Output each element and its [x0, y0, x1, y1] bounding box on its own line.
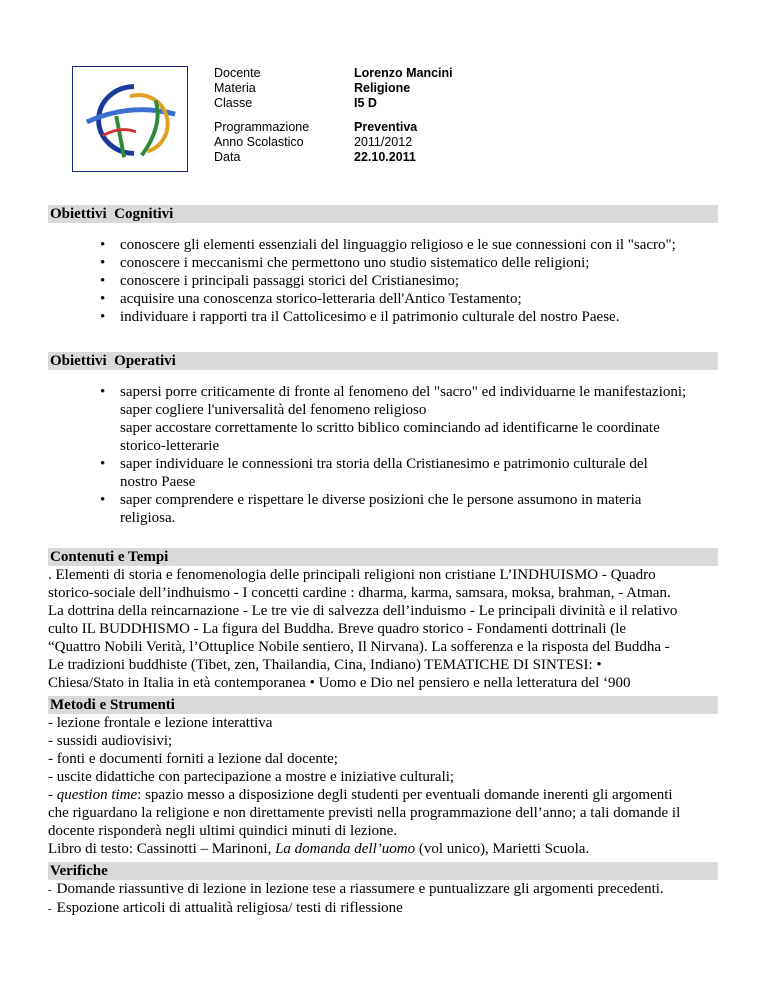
metodi-text: - lezione frontale e lezione interattiva - sussidi audiovisivi; - fonti e documenti forniti a lezione dal docente; - uscite didattiche con partecipazione a mostre e iniziative culturali; - question time: spazio messo a disposizione degli studenti per eventuali domande inerenti gli argomenti che riguardano la religione e non direttamente previsti nella programmazione dell’anno; a tali domande il docente risponderà negli ultimi quindici minuti di lezione. Libro di testo: Cassinotti – Marinoni, La domanda dell’uomo (vol unico), Marietti Scuola.	[48, 714, 720, 858]
list-cognitivi	[100, 236, 676, 326]
value-data: 22.10.2011	[354, 150, 416, 164]
label-programmazione: Programmazione	[214, 120, 310, 134]
list-item: • conoscere gli elementi essenziali del linguaggio religioso e le sue connessioni con il "sacro";	[100, 237, 676, 253]
list-operativi	[100, 383, 686, 527]
section-title-operativi: Obiettivi Operativi	[48, 352, 718, 370]
section-title-contenuti: Contenuti e Tempi	[48, 548, 718, 566]
list-item: • conoscere i principali passaggi storici del Cristianesimo;	[100, 273, 460, 289]
logo-emblem-icon	[73, 67, 187, 171]
value-docente: Lorenzo Mancini	[354, 66, 453, 80]
section-title-metodi: Metodi e Strumenti	[48, 696, 718, 714]
value-materia: Religione	[354, 81, 411, 95]
label-classe: Classe	[214, 96, 253, 110]
meta-values-1	[354, 66, 453, 111]
list-item: • individuare i rapporti tra il Cattolicesimo e il patrimonio culturale del nostro Paese.	[100, 309, 620, 325]
verifiche-text	[48, 880, 720, 918]
list-item: • saper individuare le connessioni tra storia della Cristianesimo e patrimonio culturale del nostro Paese	[100, 456, 648, 490]
value-anno-scolastico: 2011/2012	[354, 135, 413, 149]
section-title-verifiche: Verifiche	[48, 862, 718, 880]
list-item: • acquisire una conoscenza storico-letteraria dell'Antico Testamento;	[100, 291, 522, 307]
value-classe: I5 D	[354, 96, 377, 110]
label-data: Data	[214, 150, 241, 164]
contenuti-text: . Elementi di storia e fenomenologia delle principali religioni non cristiane L’INDHUISMO - Quadro storico-sociale dell’indhuismo - I concetti cardine : dharma, karma, samsara, moksa, brahman, - Atman. La dottrina della reincarnazione - Le tre vie di salvezza dell’induismo - Le principali divinità e il relativo culto IL BUDDHISMO - La figura del Buddha. Breve quadro storico - Fondamenti dottrinali (le “Quattro Nobili Verità, l’Ottuplice Nobile sentiero, Il Nirvana). La sofferenza e la risposta del Buddha - Le tradizioni buddhiste (Tibet, zen, Thailandia, Cina, Indiano) TEMATICHE DI SINTESI: • Chiesa/Stato in Italia in età contemporanea • Uomo e Dio nel pensiero e nella letteratura del ‘900	[48, 567, 678, 691]
list-item: • saper comprendere e rispettare le diverse posizioni che le persone assumono in materia religiosa.	[100, 492, 642, 526]
meta-labels-1	[214, 66, 261, 111]
list-item: • sapersi porre criticamente di fronte al fenomeno del "sacro" ed individuarne le manifestazioni; saper cogliere l'universalità del fenomeno religioso saper accostare correttamente lo scritto biblico cominciando ad identificarne le coordinate storico-letterarie	[100, 384, 687, 454]
list-item: - Domande riassuntive di lezione in lezione tese a riassumere e puntualizzare gli argomenti precedenti.	[48, 881, 664, 897]
section-title-cognitivi: Obiettivi Cognitivi	[48, 205, 718, 223]
meta-labels-2	[214, 120, 309, 165]
textbook-line: Libro di testo: Cassinotti – Marinoni, La domanda dell’uomo (vol unico), Marietti Scuola.	[48, 841, 590, 857]
school-logo	[72, 66, 188, 172]
label-anno-scolastico: Anno Scolastico	[214, 135, 304, 149]
label-materia: Materia	[214, 81, 256, 95]
list-item: - Espozione articoli di attualità religiosa/ testi di riflessione	[48, 900, 403, 916]
label-docente: Docente	[214, 66, 261, 80]
list-item: • conoscere i meccanismi che permettono uno studio sistematico delle religioni;	[100, 255, 590, 271]
meta-values-2	[354, 120, 417, 165]
value-programmazione: Preventiva	[354, 120, 418, 134]
question-time-line: - question time: spazio messo a disposizione degli studenti per eventuali domande inerenti gli argomenti	[48, 787, 673, 803]
